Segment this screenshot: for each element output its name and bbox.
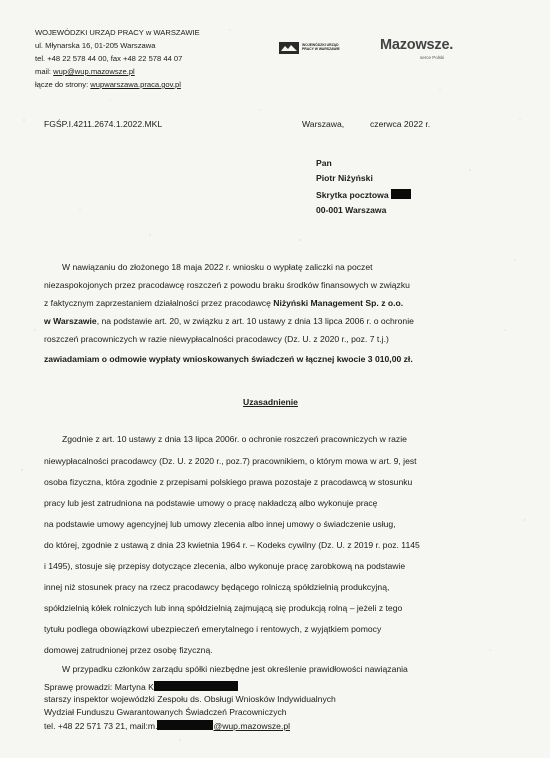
redaction-block <box>154 681 238 691</box>
justification-line: Zgodnie z art. 10 ustawy z dnia 13 lipca 2006r. o ochronie roszczeń pracowniczych w razie <box>62 434 407 444</box>
justification-line: niewypłacalności pracodawcy (Dz. U. z 2020 r., poz.7) pracownikiem, o którym mowa w art. 9, jest <box>44 456 417 466</box>
justification-line: tytułu podlega obowiązkowi ubezpieczeń emerytalnego i rentowych, z wyjątkiem pomocy <box>44 624 382 634</box>
wup-logo-text: WOJEWÓDZKI URZĄD PRACY W WARSZAWIE <box>302 43 340 51</box>
employer-company: Niżyński Management Sp. z o.o. <box>273 298 404 308</box>
web-label: łącze do strony: <box>35 80 91 89</box>
handled-by <box>44 681 238 693</box>
body-line-2: niezaspokojonych przez pracodawcę roszczeń z powodu braku środków finansowych w związku <box>44 280 410 290</box>
org-web-line <box>35 79 181 91</box>
case-number: FGŚP.I.4211.2674.1.2022.MKL <box>44 119 163 129</box>
recipient-name: Piotr Niżyński <box>316 173 373 183</box>
wup-logo-icon <box>279 42 299 54</box>
redaction-block <box>391 189 411 199</box>
mazowsze-logo: Mazowsze. <box>380 37 454 53</box>
contact-prefix: tel. +48 22 571 73 21, mail:m. <box>44 721 158 731</box>
department-name: Wydział Funduszu Gwarantowanych Świadczeń Pracowniczych <box>44 707 287 717</box>
justification-line: domowej zatrudnionej przez osobę fizyczną. <box>44 645 213 655</box>
recipient-po-box <box>316 189 411 201</box>
contact-line <box>44 720 290 732</box>
mazowsze-tagline: serce Polski <box>420 55 445 60</box>
justification-line: innej niż stosunek pracy na rzecz pracodawcy będącego rolniczą spółdzielnią produkcyjną, <box>44 582 390 592</box>
justification-line: W przypadku członków zarządu spółki niezbędne jest określenie prawidłowości nawiązania <box>62 664 408 674</box>
employer-city: w Warszawie <box>44 316 97 326</box>
contact-mail-domain[interactable]: @wup.mazowsze.pl <box>213 721 291 731</box>
justification-line: i 1495), stosuje się przepisy dotyczące zlecenia, albo wykonuje pracę zarobkową na podstawie <box>44 561 406 571</box>
justification-line: osoba fizyczna, która zgodnie z przepisami polskiego prawa pozostaje z pracodawcą w stosunku <box>44 477 413 487</box>
org-web-link[interactable]: wupwarszawa.praca.gov.pl <box>90 80 181 89</box>
recipient-salutation: Pan <box>316 158 332 168</box>
decision-statement: zawiadamiam o odmowie wypłaty wnioskowanych świadczeń w łącznej kwocie 3 010,00 zł. <box>44 354 413 364</box>
redaction-block <box>157 720 213 730</box>
justification-line: do której, zgodnie z ustawą z dnia 23 kwietnia 1964 r. – Kodeks cywilny (Dz. U. z 2019 r. poz. 1145 <box>44 540 420 550</box>
body-line-3 <box>44 298 403 309</box>
mail-label: mail: <box>35 67 54 76</box>
wup-logo <box>279 40 349 58</box>
letter-date: czerwca 2022 r. <box>370 119 431 129</box>
handled-by-text: Sprawę prowadzi: Martyna K <box>44 682 154 692</box>
body-line-5: roszczeń pracowniczych w razie niewypłacalności pracodawcy (Dz. U. z 2020 r., poz. 7 t.j.) <box>44 334 389 344</box>
justification-line: spółdzielnią kółek rolniczych lub inną spółdzielnią zajmującą się produkcją rolną – jeżeli z tego <box>44 603 403 613</box>
inspector-position: starszy inspektor wojewódzki Zespołu ds. Obsługi Wniosków Indywidualnych <box>44 694 336 704</box>
line3-prefix: z faktycznym zaprzestaniem działalności przez pracodawcę <box>44 298 274 308</box>
po-box-label: Skrytka pocztowa <box>316 190 389 200</box>
justification-line: na podstawie umowy agencyjnej lub umowy zlecenia albo innej umowy o świadczenie usług, <box>44 519 396 529</box>
recipient-postal-city: 00-001 Warszawa <box>316 205 387 215</box>
justification-line: pracy lub jest zatrudniona na podstawie umowy o pracę nakładczą albo wykonuje pracę <box>44 498 378 508</box>
body-line-4 <box>44 316 414 327</box>
letter-city: Warszawa, <box>302 119 345 129</box>
justification-heading: Uzasadnienie <box>243 397 298 407</box>
org-phone-fax: tel. +48 22 578 44 00, fax +48 22 578 44 07 <box>35 54 183 63</box>
line4-rest: , na podstawie art. 20, w związku z art. 10 ustawy z dnia 13 lipca 2006 r. o ochronie <box>96 316 414 326</box>
org-mail-link[interactable]: wup@wup.mazowsze.pl <box>53 67 135 76</box>
org-name: WOJEWÓDZKI URZĄD PRACY w WARSZAWIE <box>35 28 200 37</box>
org-address: ul. Młynarska 16, 01-205 Warszawa <box>35 41 156 50</box>
org-mail-line <box>35 66 135 78</box>
body-line-1: W nawiązaniu do złożonego 18 maja 2022 r. wniosku o wypłatę zaliczki na poczet <box>62 262 373 272</box>
